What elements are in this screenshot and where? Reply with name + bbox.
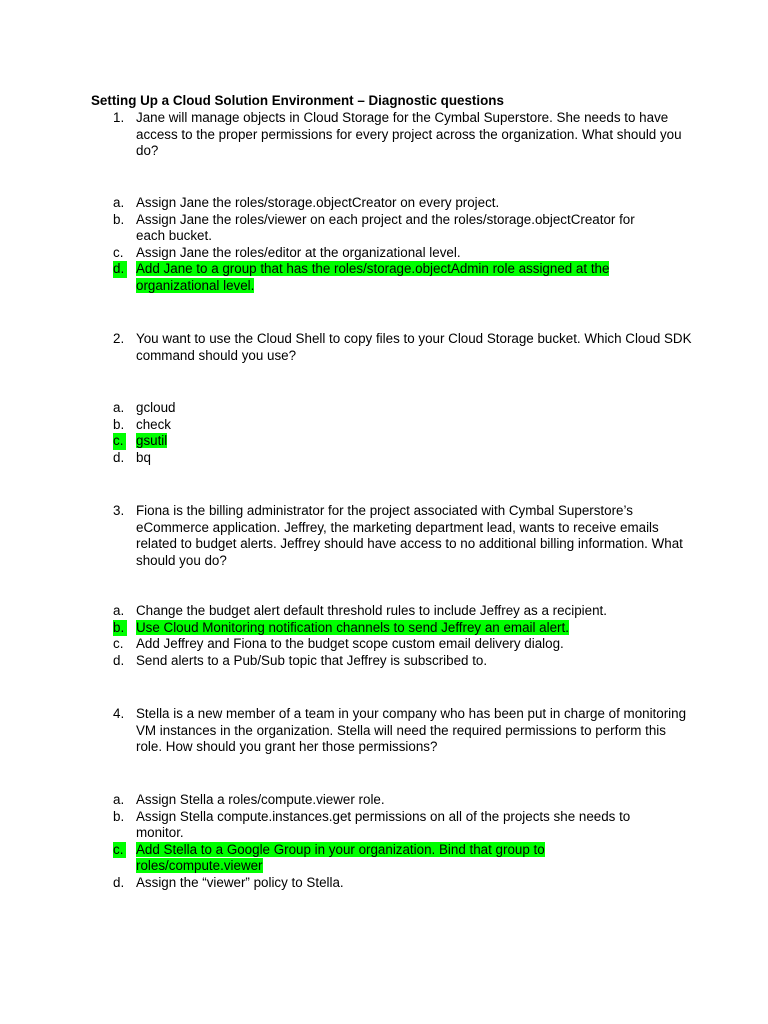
question-number: 3. xyxy=(113,503,125,518)
option-letter: b. xyxy=(113,416,125,432)
option-4d xyxy=(113,875,693,892)
question-number: 1. xyxy=(113,110,125,125)
question-2-stem xyxy=(113,331,693,364)
option-letter: a. xyxy=(113,603,125,618)
option-3b-correct xyxy=(113,620,693,637)
option-letter: c. xyxy=(113,636,124,651)
question-3-options xyxy=(113,603,693,669)
option-text: Assign Stella compute.instances.get permissions on all of the projects she needs to monitor. xyxy=(136,808,631,840)
question-text: Stella is a new member of a team in your company who has been put in charge of monitoring VM instances in the organization. Stella will need the required permissions to perform this role. How should you grant her those permissions? xyxy=(136,706,687,754)
question-text: You want to use the Cloud Shell to copy files to your Cloud Storage bucket. Which Cloud SDK command should you use? xyxy=(136,331,692,363)
option-letter: c. xyxy=(113,433,126,450)
option-text-highlighted: gsutil xyxy=(136,433,168,448)
option-3d xyxy=(113,653,693,670)
option-text: gcloud xyxy=(136,400,176,415)
option-2a xyxy=(113,400,693,417)
option-letter: d. xyxy=(113,449,125,465)
option-letter: d. xyxy=(113,261,127,278)
option-1c xyxy=(113,245,693,262)
option-letter: c. xyxy=(113,842,126,859)
option-text-highlighted: Add Jane to a group that has the roles/storage.objectAdmin role assigned at the organizational level. xyxy=(136,261,610,293)
option-letter: d. xyxy=(113,874,125,890)
question-1 xyxy=(113,110,693,160)
option-text: Send alerts to a Pub/Sub topic that Jeffrey is subscribed to. xyxy=(136,652,488,668)
option-letter: c. xyxy=(113,244,124,260)
option-text-highlighted: Use Cloud Monitoring notification channels to send Jeffrey an email alert. xyxy=(136,619,569,635)
option-text: Assign Jane the roles/storage.objectCreator on every project. xyxy=(136,195,500,210)
option-3a xyxy=(113,603,693,620)
option-2d xyxy=(113,450,693,467)
option-1d-correct xyxy=(113,261,693,294)
option-text: check xyxy=(136,416,171,432)
option-letter: a. xyxy=(113,400,125,415)
option-1b xyxy=(113,212,693,245)
option-letter: b. xyxy=(113,211,125,227)
document-title: Setting Up a Cloud Solution Environment – Diagnostic questions xyxy=(91,93,504,108)
question-3-stem xyxy=(113,503,693,569)
option-2b xyxy=(113,417,693,434)
question-2 xyxy=(113,331,693,364)
option-text: bq xyxy=(136,449,151,465)
question-number: 4. xyxy=(113,706,125,721)
question-4-options xyxy=(113,792,693,891)
option-text: Change the budget alert default threshold rules to include Jeffrey as a recipient. xyxy=(136,603,607,618)
option-letter: a. xyxy=(113,792,125,807)
question-2-options xyxy=(113,400,693,466)
option-text: Assign the “viewer” policy to Stella. xyxy=(136,874,344,890)
question-3 xyxy=(113,503,693,569)
option-letter: b. xyxy=(113,620,127,637)
question-1-stem xyxy=(113,110,693,160)
option-text-highlighted: Add Stella to a Google Group in your organization. Bind that group to roles/compute.viewer xyxy=(136,841,545,873)
option-letter: a. xyxy=(113,195,125,210)
option-text: Add Jeffrey and Fiona to the budget scope custom email delivery dialog. xyxy=(136,636,564,651)
question-number: 2. xyxy=(113,331,125,346)
option-text: Assign Jane the roles/viewer on each project and the roles/storage.objectCreator for each bucket. xyxy=(136,211,635,243)
question-text: Fiona is the billing administrator for the project associated with Cymbal Superstore’s eCommerce application. Jeffrey, the marketing department lead, wants to receive emails related to budget alerts. Jeffrey should have access to no additional billing information. What should you do? xyxy=(136,503,683,568)
option-4c-correct xyxy=(113,842,693,875)
option-3c xyxy=(113,636,693,653)
question-text: Jane will manage objects in Cloud Storage for the Cymbal Superstore. She needs to have access to the proper permissions for every project across the organization. What should you do? xyxy=(136,110,682,158)
option-text: Assign Jane the roles/editor at the organizational level. xyxy=(136,244,461,260)
question-4-stem xyxy=(113,706,693,756)
option-letter: b. xyxy=(113,808,125,824)
option-4a xyxy=(113,792,693,809)
option-text: Assign Stella a roles/compute.viewer role. xyxy=(136,792,385,807)
question-4 xyxy=(113,706,693,756)
question-1-options xyxy=(113,195,693,294)
option-2c-correct xyxy=(113,433,693,450)
option-4b xyxy=(113,809,693,842)
option-letter: d. xyxy=(113,652,125,668)
option-1a xyxy=(113,195,693,212)
